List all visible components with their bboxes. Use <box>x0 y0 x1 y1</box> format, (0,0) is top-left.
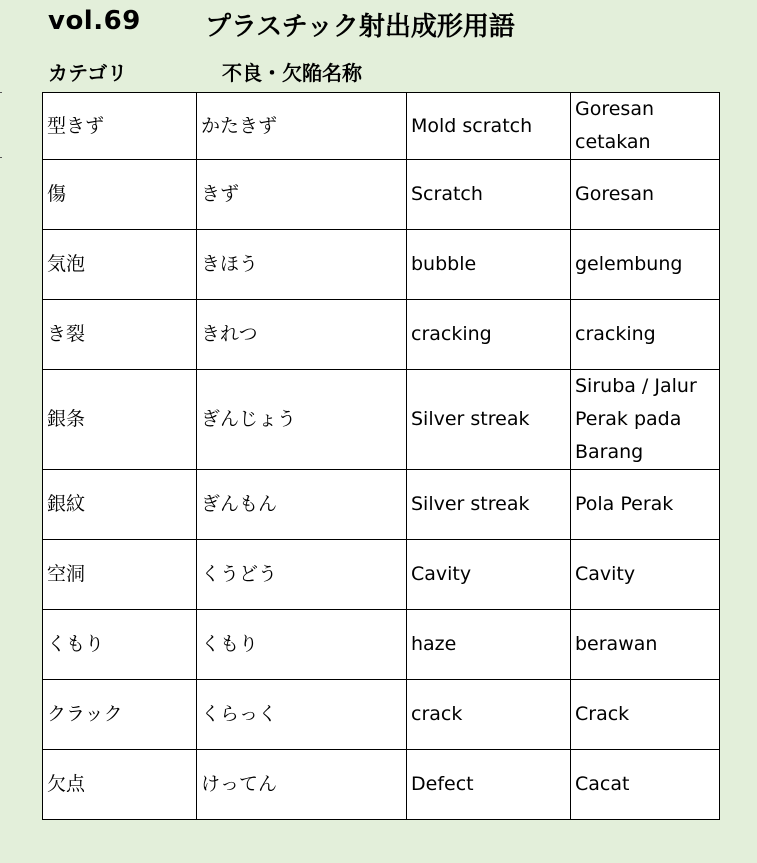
english-cell: Mold scratch <box>407 93 571 160</box>
indonesian-cell: Cavity <box>571 540 720 610</box>
indonesian-cell: gelembung <box>571 230 720 300</box>
table-row <box>43 230 720 300</box>
kana-cell: けってん <box>197 750 407 820</box>
indonesian-cell: cracking <box>571 300 720 370</box>
table-row <box>43 750 720 820</box>
table-row <box>43 93 720 160</box>
kanji-cell: クラック <box>43 680 197 750</box>
kana-cell: くもり <box>197 610 407 680</box>
english-cell: Silver streak <box>407 470 571 540</box>
kanji-cell: くもり <box>43 610 197 680</box>
kanji-cell: 型きず <box>43 93 197 160</box>
kanji-cell: 傷 <box>43 160 197 230</box>
indonesian-cell: Crack <box>571 680 720 750</box>
indonesian-cell: Goresan <box>571 160 720 230</box>
english-cell: cracking <box>407 300 571 370</box>
indonesian-cell: Siruba / Jalur Perak pada Barang <box>571 370 720 470</box>
english-cell: Silver streak <box>407 370 571 470</box>
kanji-cell: 銀条 <box>43 370 197 470</box>
indonesian-cell: Goresan cetakan <box>571 93 720 160</box>
kana-cell: きほう <box>197 230 407 300</box>
table-row <box>43 680 720 750</box>
kana-cell: きず <box>197 160 407 230</box>
kana-cell: ぎんもん <box>197 470 407 540</box>
table-row <box>43 470 720 540</box>
kana-cell: くらっく <box>197 680 407 750</box>
terms-table <box>42 92 720 820</box>
indonesian-cell: Pola Perak <box>571 470 720 540</box>
indonesian-cell: berawan <box>571 610 720 680</box>
english-cell: Defect <box>407 750 571 820</box>
table-row <box>43 610 720 680</box>
category-value: 不良・欠陥名称 <box>222 61 362 85</box>
kanji-cell: 空洞 <box>43 540 197 610</box>
kanji-cell: 銀紋 <box>43 470 197 540</box>
english-cell: Scratch <box>407 160 571 230</box>
kanji-cell: き裂 <box>43 300 197 370</box>
kanji-cell: 欠点 <box>43 750 197 820</box>
table-row <box>43 160 720 230</box>
kana-cell: ぎんじょう <box>197 370 407 470</box>
kanji-cell: 気泡 <box>43 230 197 300</box>
kana-cell: かたきず <box>197 93 407 160</box>
table-row <box>43 370 720 470</box>
page-title: プラスチック射出成形用語 <box>205 12 515 42</box>
category-label: カテゴリ <box>48 61 128 85</box>
table-row <box>43 300 720 370</box>
indonesian-cell: Cacat <box>571 750 720 820</box>
table-row <box>43 540 720 610</box>
left-edge-marker <box>0 92 2 158</box>
kana-cell: くうどう <box>197 540 407 610</box>
english-cell: crack <box>407 680 571 750</box>
volume-label: vol.69 <box>48 6 141 36</box>
english-cell: Cavity <box>407 540 571 610</box>
english-cell: haze <box>407 610 571 680</box>
kana-cell: きれつ <box>197 300 407 370</box>
english-cell: bubble <box>407 230 571 300</box>
